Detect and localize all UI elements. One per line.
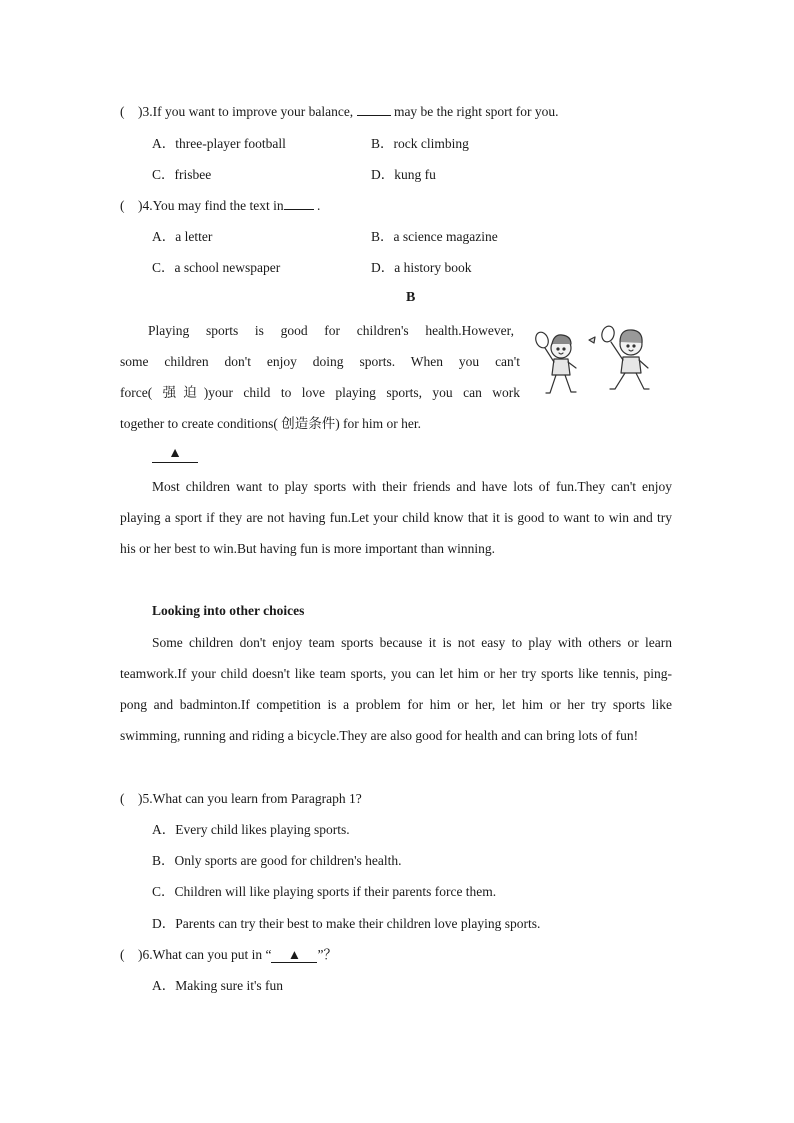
q4-option-a: A．a letter — [152, 229, 213, 244]
answer-blank — [284, 197, 314, 210]
answer-paren: ( ) — [120, 104, 143, 119]
question-5-stem: ( )5.What can you learn from Paragraph 1? — [120, 791, 362, 806]
children-badminton-illustration — [533, 322, 661, 410]
answer-paren: ( ) — [120, 791, 143, 806]
passage-p1-line3: force( 强迫)your child to love playing sports, you can work — [120, 385, 520, 400]
question-3-stem: ( )3.If you want to improve your balance, may be the right sport for you. — [120, 104, 559, 119]
q4-option-c: C．a school newspaper — [152, 260, 281, 275]
question-4-stem: ( )4.You may find the text in . — [120, 198, 321, 213]
q6-option-a: A．Making sure it's fun — [152, 978, 284, 993]
answer-paren: ( ) — [120, 198, 143, 213]
passage-subheading: Looking into other choices — [152, 603, 305, 618]
answer-blank — [357, 103, 391, 116]
q5-option-c: C．Children will like playing sports if their parents force them. — [152, 884, 497, 899]
q5-option-b: B．Only sports are good for children's health. — [152, 853, 402, 868]
q4-option-d: D．a history book — [371, 260, 472, 275]
passage-p2: Most children want to play sports with their friends and have lots of fun.They can't enjoy playing a sport if they are not having fun.Let your child know that it is good to want to win and try his or her best to win.But having fun is more important than winning. — [120, 479, 672, 556]
passage-p1-line1: Playing sports is good for children's health.However, — [148, 323, 514, 338]
q4-option-b: B．a science magazine — [371, 229, 498, 244]
answer-paren: ( ) — [120, 947, 143, 962]
shuttlecock — [589, 337, 595, 343]
passage-p3: Some children don't enjoy team sports because it is not easy to play with others or learn teamwork.If your child doesn't like team sports, you can let him or her try sports like tennis, ping-pong and badminton.If competition is a problem for him or her, let him or her try sports like swimming, running and riding a bicycle.They are also good for health and can bring lots of fun! — [120, 635, 672, 743]
racket-right — [600, 325, 616, 344]
heading-blank-marker: ▲ — [152, 446, 198, 463]
racket-left — [534, 330, 551, 349]
q5-option-d: D．Parents can try their best to make their children love playing sports. — [152, 916, 541, 931]
q3-option-b: B．rock climbing — [371, 136, 469, 151]
section-heading-b: B — [406, 290, 416, 305]
q3-option-d: D．kung fu — [371, 167, 436, 182]
passage-p1-line2: some children don't enjoy doing sports. When you can't — [120, 354, 520, 369]
q3-option-c: C．frisbee — [152, 167, 212, 182]
passage-p1-line4: together to create conditions( 创造条件) for him or her. — [120, 416, 422, 431]
q3-option-a: A．three-player football — [152, 136, 286, 151]
q5-option-a: A．Every child likes playing sports. — [152, 822, 350, 837]
question-6-stem: ( )6.What can you put in “ ▲ ”？ — [120, 947, 337, 962]
question-blank-marker: ▲ — [271, 948, 317, 963]
